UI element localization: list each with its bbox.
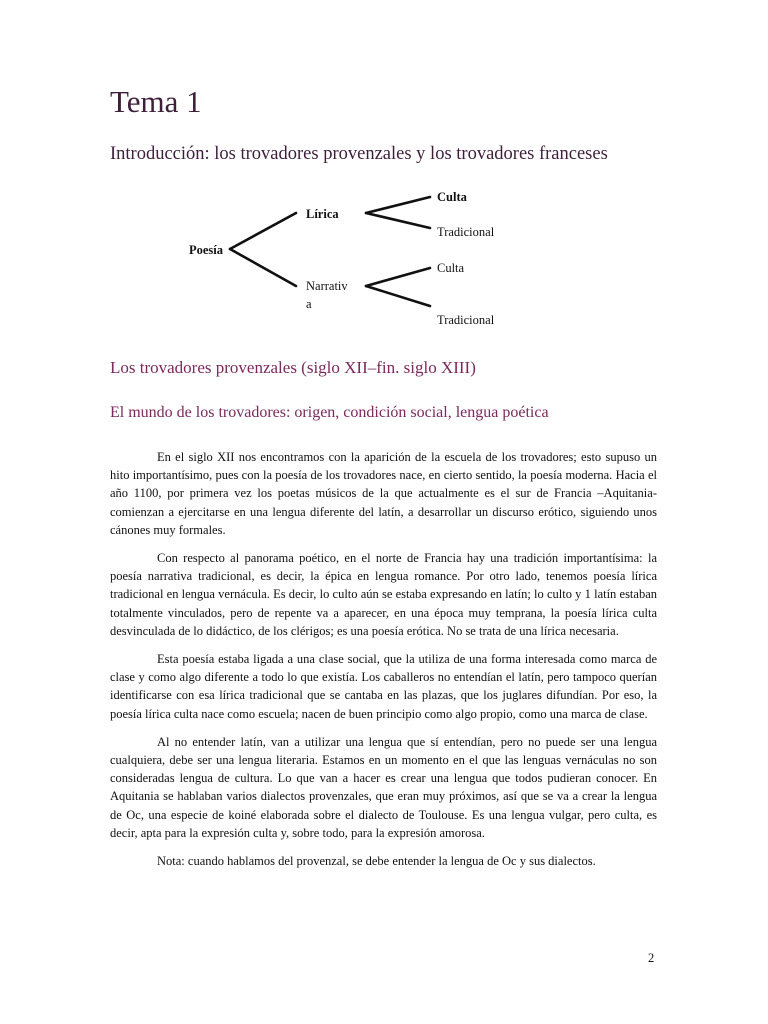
connector-lirica-tradicional xyxy=(366,213,430,228)
diagram-branch-label-narrativa: Narrativ a xyxy=(306,279,348,311)
page-number: 2 xyxy=(648,951,655,965)
diagram-leaf-lirica-culta: Culta xyxy=(437,190,467,204)
page-title: Tema 1 xyxy=(110,84,202,119)
connector-poesia-narrativa xyxy=(230,249,296,286)
paragraph: Esta poesía estaba ligada a una clase social, que la utiliza de una forma interesada como marca de clase y como algo diferente a todo lo que existía. Los caballeros no entendían el latín, pero tampoco querían identificarse con esa lírica tradicional que se cantaba en las plazas, que los juglares difundían. Por eso, la poesía lírica culta nace como escuela; nacen de buen principio como algo propio, como una marca de clase. xyxy=(110,652,657,721)
body-text xyxy=(110,448,657,880)
note-paragraph: Nota: cuando hablamos del provenzal, se debe entender la lengua de Oc y sus dialectos. xyxy=(157,854,596,869)
diagram-connectors xyxy=(0,180,768,330)
connector-poesia-lirica xyxy=(230,213,296,249)
paragraph: Al no entender latín, van a utilizar una lengua que sí entendían, pero no puede ser una lengua cualquiera, debe ser una lengua literaria. Estamos en un momento en el que las lenguas vernáculas no son consideradas lengua de cultura. Lo que van a hacer es crear una lengua que todos pudieran conocer. En Aquitania se hablaban varios dialectos provenzales, que eran muy próximos, así que se va a crear la lengua de Oc, una especie de koiné elaborada sobre el dialecto de Toulouse. Es una lengua vulgar, pero culta, es decir, apta para la expresión culta y, sobre todo, para la expresión amorosa. xyxy=(110,734,657,840)
subsection-heading: El mundo de los trovadores: origen, condición social, lengua poética xyxy=(110,404,549,421)
paragraph: Con respecto al panorama poético, en el norte de Francia hay una tradición importantísima: la poesía narrativa tradicional, es decir, la épica en lengua romance. Por otro lado, tenemos poesía lírica tradicional en lengua vernácula. Es decir, lo culto aún se estaba expresando en latín; lo culto y 1 latín estaban totalmente vinculados, pero de repente va a aparecer, en una época muy temprana, la poesía lírica culta desvinculada de lo didáctico, de los clérigos; es una poesía erótica. No se trata de una lírica necesaria. xyxy=(110,551,657,638)
diagram-branch-label-lirica: Lírica xyxy=(306,207,339,221)
diagram-leaf-lirica-tradicional: Tradicional xyxy=(437,225,495,239)
diagram-leaf-narrativa-tradicional: Tradicional xyxy=(437,313,495,327)
poetry-classification-diagram xyxy=(0,180,768,330)
diagram-root-label: Poesía xyxy=(189,243,224,257)
connector-narrativa-tradicional xyxy=(366,286,430,306)
connector-narrativa-culta xyxy=(366,268,430,286)
paragraph: En el siglo XII nos encontramos con la aparición de la escuela de los trovadores; esto supuso un hito importantísimo, pues con la poesía de los trovadores nace, en cierto sentido, la poesía moderna. Hacia el año 1100, por primera vez los poetas músicos de la que actualmente es el sur de Francia –Aquitania-comienzan a ejercitarse en una lengua diferente del latín, a desarrollar un discurso erótico, siguiendo unos cánones muy formales. xyxy=(110,450,657,537)
page-subtitle: Introducción: los trovadores provenzales y los trovadores franceses xyxy=(110,144,608,164)
diagram-leaf-narrativa-culta: Culta xyxy=(437,261,465,275)
section-heading: Los trovadores provenzales (siglo XII–fin. siglo XIII) xyxy=(110,358,476,377)
connector-lirica-culta xyxy=(366,197,430,213)
